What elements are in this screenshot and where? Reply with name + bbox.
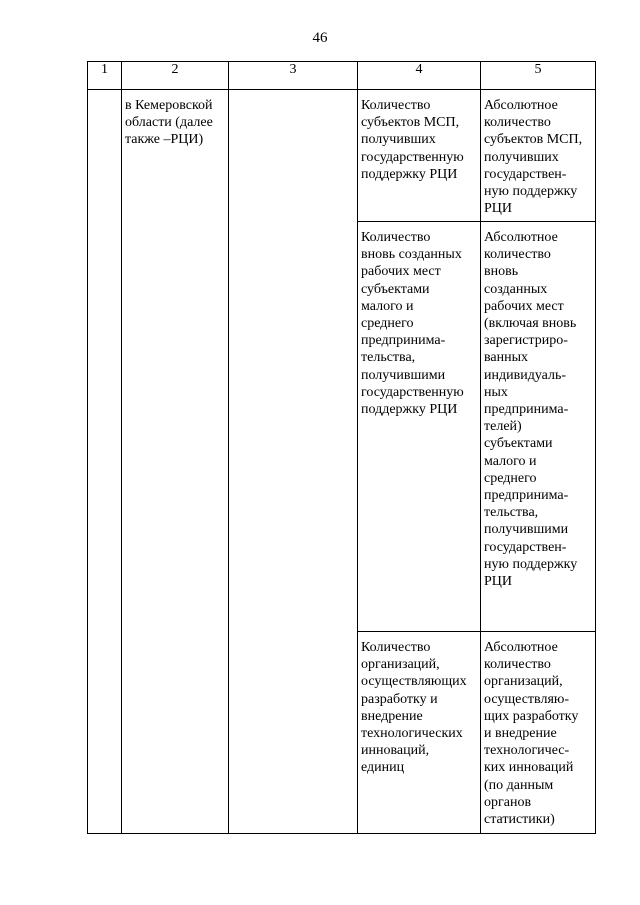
- region-text: в Кемеровской области (далее также –РЦИ): [125, 98, 213, 148]
- indicator-cell: [358, 632, 481, 834]
- description-text: Абсолютное количество организаций, осуществляю- щих разработку и внедрение технологичес- ких инноваций (по данным органов статистики): [484, 640, 579, 828]
- indicators-table: [87, 61, 596, 834]
- header-col-2: 2: [122, 62, 229, 90]
- description-text: Абсолютное количество вновь созданных рабочих мест (включая вновь зарегистриро- ванных индивидуаль- ных предпринима- телей) субъектами малого и среднего предпринима- тельства, получившими государствен- ную поддержку РЦИ: [484, 230, 578, 590]
- description-cell: [481, 632, 596, 834]
- indicator-text: Количество вновь созданных рабочих мест субъектами малого и среднего предпринима- тельства, получившими государственную поддержку РЦИ: [361, 230, 464, 418]
- indicator-text: Количество организаций, осуществляющих разработку и внедрение технологических инноваций, единиц: [361, 640, 467, 776]
- page-number: 46: [312, 30, 328, 46]
- description-cell: [481, 222, 596, 632]
- header-col-1: 1: [88, 62, 122, 90]
- indicator-cell: [358, 90, 481, 222]
- description-text: Абсолютное количество субъектов МСП, получивших государствен- ную поддержку РЦИ: [484, 98, 583, 217]
- header-col-5: 5: [481, 62, 596, 90]
- col1-cell: [88, 90, 122, 834]
- header-col-4: 4: [358, 62, 481, 90]
- indicator-cell: [358, 222, 481, 632]
- col3-cell: [229, 90, 358, 834]
- col2-cell: [122, 90, 229, 834]
- description-cell: [481, 90, 596, 222]
- header-row: [88, 62, 596, 90]
- indicator-text: Количество субъектов МСП, получивших государственную поддержку РЦИ: [361, 98, 464, 182]
- header-col-3: 3: [229, 62, 358, 90]
- table-row: [88, 90, 596, 222]
